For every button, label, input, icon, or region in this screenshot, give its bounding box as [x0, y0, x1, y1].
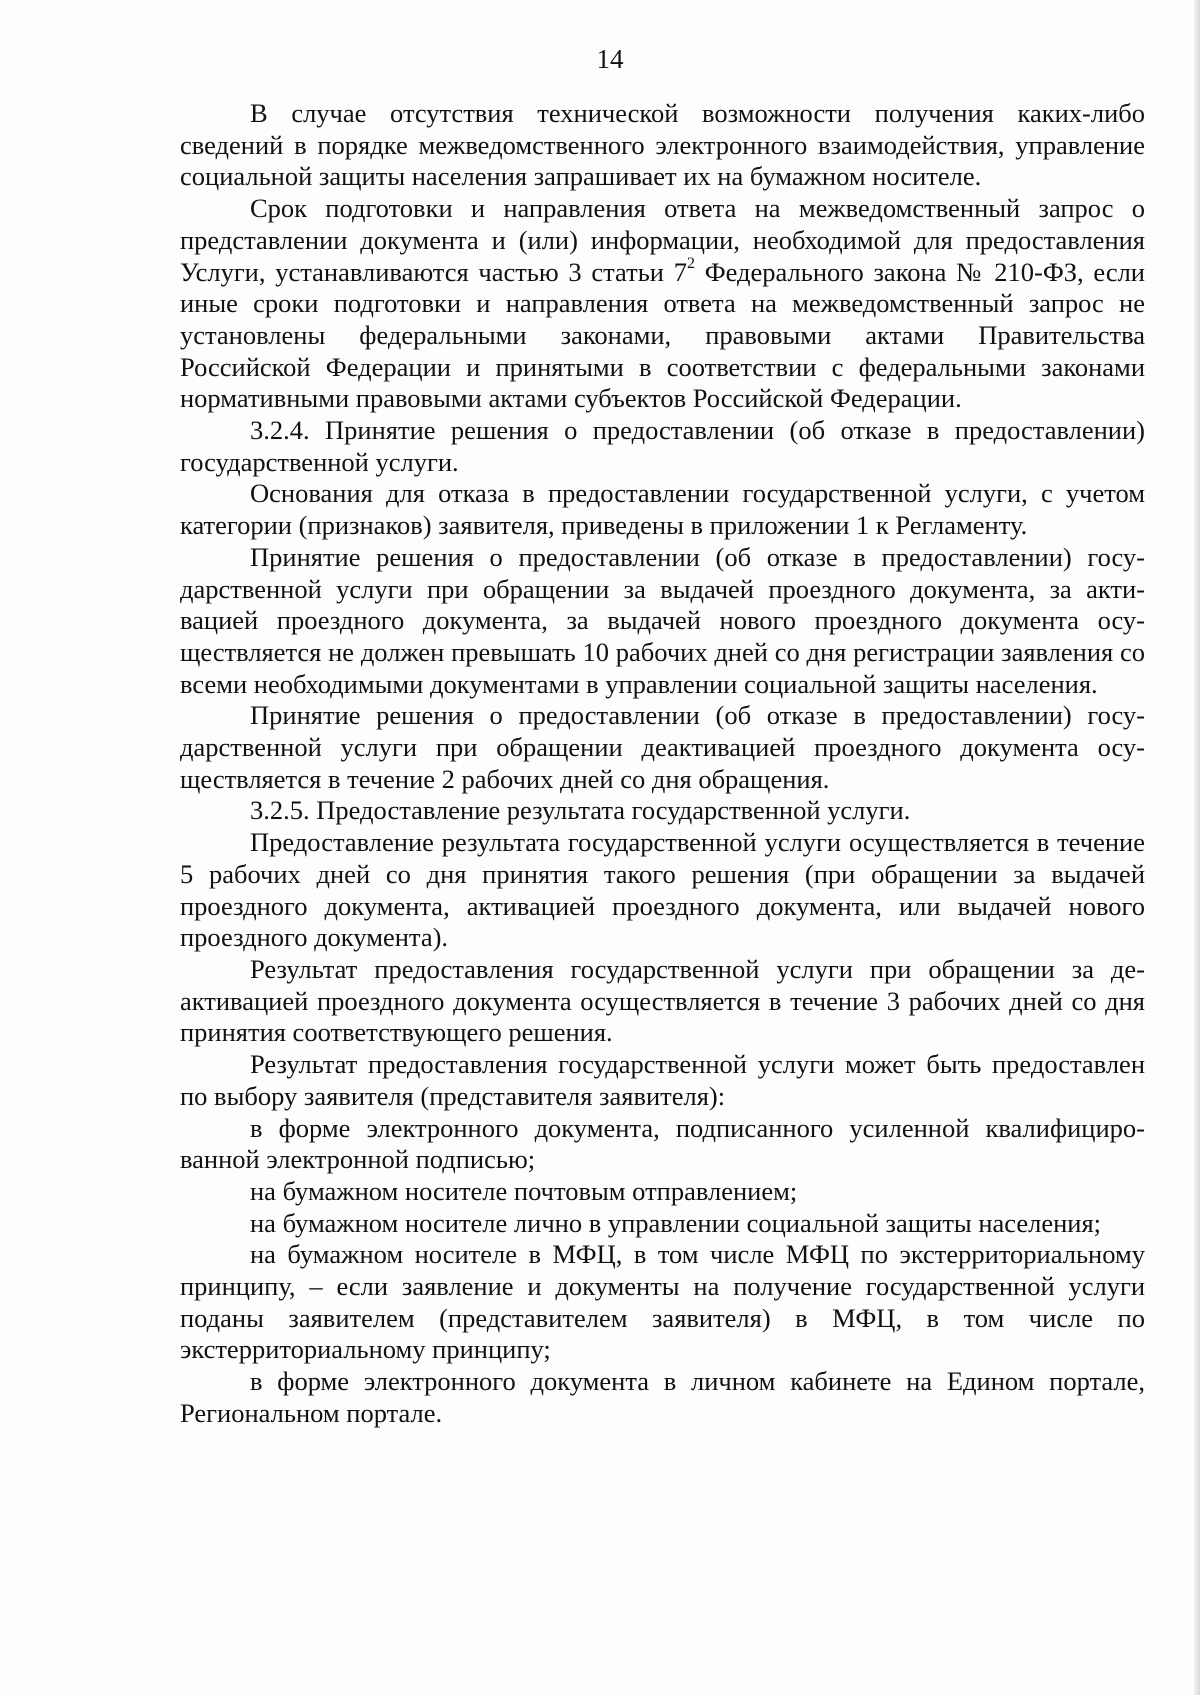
list-item-electronic-signature: в форме электронного документа, подписанного усиленной квалифицированной электронной подписью; — [180, 1112, 1145, 1175]
list-item-portal: в форме электронного документа в личном кабинете на Едином портале, Региональном портале. — [180, 1366, 1145, 1428]
list-item-mfc: на бумажном носителе в МФЦ, в том числе МФЦ по экстерриториальному принципу, – если заявление и документы на получение государственной услуги поданы заявителем (представителем заявителя) в МФЦ, в том числе по экстерриториальному принципу; — [180, 1239, 1145, 1365]
page-number: 14 — [596, 44, 624, 74]
paragraph-decision-deactivation: Принятие решения о предоставлении (об отказе в предоставлении) государственной услуги при обращении деактивацией проездного документа осуществляется в течение 2 рабочих дней со дня обращения. — [180, 700, 1145, 794]
paragraph-response-deadline — [180, 193, 1145, 415]
list-item-in-person: на бумажном носителе лично в управлении социальной защиты населения; — [250, 1207, 1102, 1238]
article-superscript: 2 — [686, 254, 695, 272]
paragraph-result-deactivation: Результат предоставления государственной услуги при обращении за деактивацией проездного документа осуществляется в течение 3 рабочих дней со дня принятия соответствующего решения. — [180, 953, 1145, 1048]
paragraph-decision-10-days: Принятие решения о предоставлении (об отказе в предоставлении) государственной услуги при обращении за выдачей проездного документа, за активацией проездного документа, за выдачей нового проездного документа осуществляется не должен превышать 10 рабочих дней со дня регистрации заявления со всеми необходимыми документами в управлении социальной защиты населения. — [180, 541, 1145, 699]
section-3-2-4-heading: 3.2.4. Принятие решения о предоставлении (об отказе в предоставлении) государственной услуги. — [180, 415, 1145, 477]
scan-edge-shadow — [1194, 0, 1200, 1695]
list-item-postal: на бумажном носителе почтовым отправлением; — [250, 1175, 798, 1206]
document-body — [180, 98, 1145, 1430]
paragraph-refusal-grounds: Основания для отказа в предоставлении государственной услуги, с учетом категории (признаков) заявителя, приведены в приложении 1 к Регламенту. — [180, 478, 1145, 541]
paragraph-result-5-days: Предоставление результата государственной услуги осуществляется в течение 5 рабочих дней со дня принятия такого решения (при обращении за выдачей проездного документа, активацией проездного документа, или выдачей нового проездного документа). — [180, 827, 1145, 953]
paragraph-response-deadline-tail: Федерального закона № 210-ФЗ, если иные сроки подготовки и направления ответа на межведомственный запрос не установлены федеральными законами, правовыми актами Правительства Российской Федерации и принятыми в соответствии с федеральными законами нормативными правовыми актами субъектов Российской Федерации. — [180, 256, 1145, 414]
section-3-2-5-heading: 3.2.5. Предоставление результата государственной услуги. — [250, 795, 911, 826]
paragraph-result-choice: Результат предоставления государственной услуги может быть предоставлен по выбору заявителя (представителя заявителя): — [180, 1049, 1145, 1111]
paragraph-no-electronic-access: В случае отсутствия технической возможности получения каких-либо сведений в порядке межведомственного электронного взаимодействия, управление социальной защиты населения запрашивает их на бумажном носителе. — [180, 98, 1145, 192]
paragraph-response-deadline-head: Срок подготовки и направления ответа на межведомственный запрос о представлении документа и (или) информации, необходимой для предоставления Услуги, устанавливаются частью 3 статьи 7 — [180, 193, 1145, 287]
